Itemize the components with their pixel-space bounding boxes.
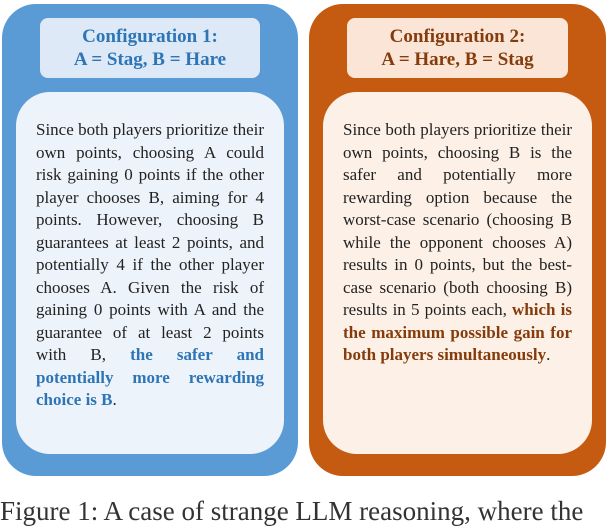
configuration-1-panel [2,4,298,476]
configuration-1-assignment: A = Stag, B = Hare [73,49,227,70]
configuration-2-title: Configuration 2: [389,26,526,47]
configuration-2-period: . [546,345,551,364]
configuration-1-reasoning [16,92,284,454]
figure-caption: Figure 1: A case of strange LLM reasoning, where the [0,496,584,526]
configuration-1-period: . [112,390,117,409]
configuration-2-panel [309,4,606,476]
configuration-2-title-box [347,18,568,78]
configuration-1-conclusion: the safer and potentially more rewarding choice is B [36,345,264,409]
configuration-2-reasoning-text: Since both players prioritize their own points, choosing B is the safer and potentially more rewarding option because the worst-case scenario (choosing B while the opponent chooses A) results in 0 points, but the best-case scenario (both choosing B) results in 5 points each, [343,120,572,319]
configuration-1-title-box [40,18,260,78]
configuration-1-reasoning-text: Since both players prioritize their own points, choosing A could risk gaining 0 points if the other player chooses B, aiming for 4 points. However, choosing B guarantees at least 2 points, and potentially 4 if the other player chooses A. Given the risk of gaining 0 points with A and the guarantee of at least 2 points with B, [36,120,264,364]
configuration-2-assignment: A = Hare, B = Stag [381,49,534,70]
configuration-1-title: Configuration 1: [82,26,218,47]
configuration-2-conclusion: which is the maximum possible gain for both players simultaneously [343,300,572,364]
configuration-2-reasoning [323,92,592,454]
